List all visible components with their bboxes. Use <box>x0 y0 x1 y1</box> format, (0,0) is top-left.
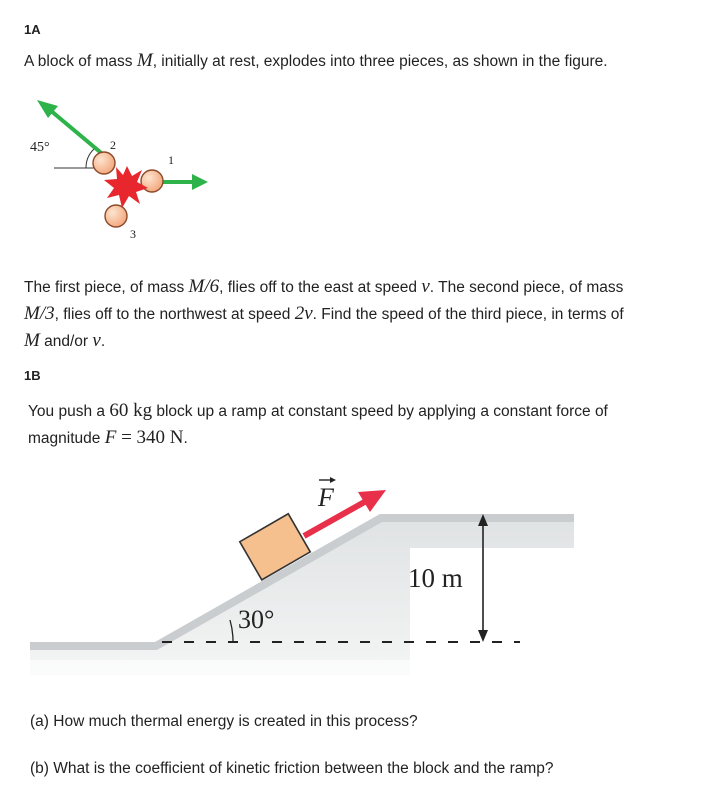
explosion-figure <box>24 96 224 246</box>
intro-1b-line2: magnitude F = 340 N. <box>28 427 188 448</box>
body-1a <box>24 274 714 355</box>
question-a: (a) How much thermal energy is created in this process? <box>30 713 418 730</box>
ramp-figure <box>30 470 590 690</box>
piece-2 <box>93 152 115 174</box>
piece-2-label: 2 <box>110 138 116 152</box>
force-label: F <box>318 483 334 512</box>
piece-1-label: 1 <box>168 153 174 167</box>
height-label: 10 m <box>408 563 463 593</box>
ramp-angle-label: 30° <box>238 605 275 634</box>
height-arrow-bottom <box>478 630 488 642</box>
body-1a-line3: M and/or v. <box>24 330 106 351</box>
body-1a-line2: M/3, flies off to the northwest at speed 2v. Find the speed of the third piece, in terms of <box>24 303 624 324</box>
intro-1b-line1: You push a 60 kg block up a ramp at constant speed by applying a constant force of <box>28 400 608 421</box>
heading-1b: 1B <box>24 368 41 383</box>
arrow-east-head <box>192 174 208 190</box>
body-1a-line1: The first piece, of mass M/6, flies off to the east at speed v. The second piece, of mass <box>24 276 624 297</box>
intro-1a: A block of mass M, initially at rest, explodes into three pieces, as shown in the figure. <box>24 50 608 71</box>
piece-3-label: 3 <box>130 227 136 241</box>
question-b: (b) What is the coefficient of kinetic friction between the block and the ramp? <box>30 760 554 777</box>
piece-3 <box>105 205 127 227</box>
angle-label: 45° <box>30 140 50 155</box>
heading-1a: 1A <box>24 22 41 37</box>
ground-fade <box>30 660 430 690</box>
intro-1b <box>28 398 718 452</box>
